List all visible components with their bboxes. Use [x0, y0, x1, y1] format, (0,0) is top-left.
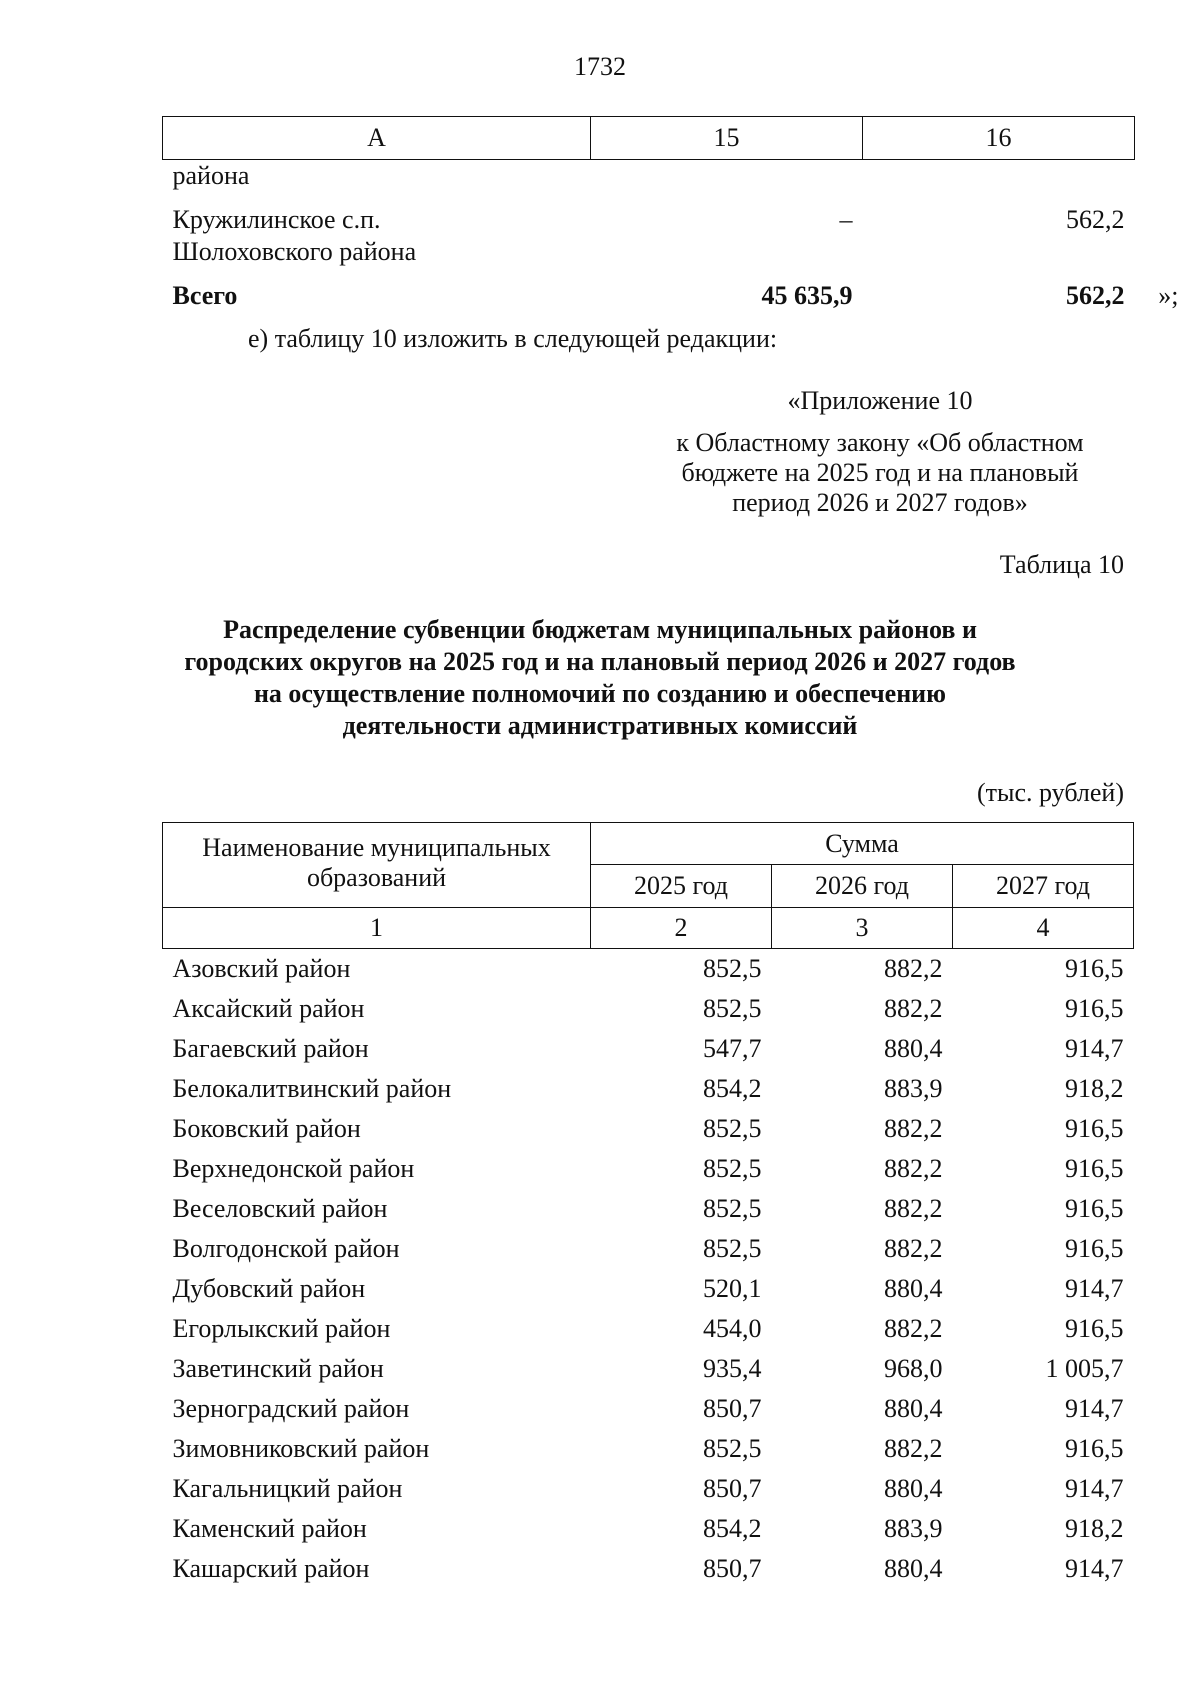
table-row: [163, 1269, 1134, 1309]
table-row: [163, 1149, 1134, 1189]
value-2025: 852,5: [703, 994, 762, 1023]
table-row: [163, 1109, 1134, 1149]
value-2026: 968,0: [884, 1354, 943, 1383]
row-name: Волгодонской район: [172, 1234, 400, 1263]
value-2027: 918,2: [1065, 1074, 1124, 1103]
value-2027: 916,5: [1065, 1114, 1124, 1143]
table-row: [163, 1349, 1134, 1389]
table-title: Распределение субвенции бюджетам муниципальных районов и городских округов на 2025 год и на плановый период 2026 и 2027 годов на осуществление полномочий по созданию и обеспечению деятельности административных комиссий: [184, 615, 1016, 740]
value-2027: 916,5: [1065, 1154, 1124, 1183]
value-2025: 852,5: [703, 954, 762, 983]
total-value-15: 45 635,9: [761, 281, 853, 310]
col-number: 4: [953, 908, 1134, 949]
value-2026: 882,2: [884, 954, 943, 983]
value-2027: 916,5: [1065, 1434, 1124, 1463]
value-2025: 935,4: [703, 1354, 762, 1383]
table-row: [163, 1469, 1134, 1509]
value-2026: 882,2: [884, 1194, 943, 1223]
value-2027: 916,5: [1065, 1314, 1124, 1343]
value-2025: 547,7: [703, 1034, 762, 1063]
value-2025: 852,5: [703, 1114, 762, 1143]
value-2026: 882,2: [884, 1434, 943, 1463]
table-row: [163, 160, 1135, 201]
header-year-2027: 2027 год: [953, 865, 1134, 908]
header-year-2025: 2025 год: [591, 865, 772, 908]
value-2025: 850,7: [703, 1394, 762, 1423]
value-2026: 880,4: [884, 1034, 943, 1063]
table-row: [163, 1189, 1134, 1229]
appendix-reference: [630, 386, 1130, 518]
page-number: 1732: [574, 52, 626, 81]
row-name-continuation: района: [172, 161, 250, 190]
value-2025: 852,5: [703, 1194, 762, 1223]
table-row: [163, 1549, 1134, 1589]
header-year-2026: 2026 год: [772, 865, 953, 908]
table-row: [163, 1229, 1134, 1269]
row-name: Кашарский район: [172, 1554, 370, 1583]
row-name: Белокалитвинский район: [172, 1074, 452, 1103]
value-2025: 854,2: [703, 1074, 762, 1103]
row-name: Кагальницкий район: [172, 1474, 403, 1503]
value-2027: 1 005,7: [1045, 1354, 1124, 1383]
row-name: Дубовский район: [172, 1274, 366, 1303]
table-row: [163, 1029, 1134, 1069]
row-name: Аксайский район: [172, 994, 365, 1023]
column-numbers-row: [163, 908, 1134, 949]
table-row: [163, 1389, 1134, 1429]
header-sum: Сумма: [591, 823, 1134, 865]
value-2027: 914,7: [1065, 1394, 1124, 1423]
appendix-line: «Приложение 10: [787, 386, 973, 415]
table-body: [163, 949, 1134, 1590]
value-2027: 916,5: [1065, 1194, 1124, 1223]
value-2027: 914,7: [1065, 1554, 1124, 1583]
value-2025: 852,5: [703, 1434, 762, 1463]
appendix-line: к Областному закону «Об областном: [676, 428, 1084, 457]
value-2026: 880,4: [884, 1274, 943, 1303]
table-row: [163, 1429, 1134, 1469]
row-value-15: –: [839, 205, 853, 234]
closing-quote: »;: [1158, 281, 1179, 310]
row-name: Боковский район: [172, 1114, 361, 1143]
row-name: Егорлыкский район: [172, 1314, 391, 1343]
value-2025: 854,2: [703, 1514, 762, 1543]
table-row: [163, 949, 1134, 990]
value-2026: 883,9: [884, 1074, 943, 1103]
appendix-line: бюджете на 2025 год и на плановый: [681, 458, 1079, 487]
row-name: Заветинский район: [172, 1354, 384, 1383]
table-row: [163, 989, 1134, 1029]
continuation-table: [162, 116, 1179, 320]
row-name: Зимовниковский район: [172, 1434, 430, 1463]
value-2025: 454,0: [703, 1314, 762, 1343]
value-2025: 520,1: [703, 1274, 762, 1303]
subvention-table: [162, 822, 1134, 1589]
value-2027: 916,5: [1065, 1234, 1124, 1263]
value-2026: 883,9: [884, 1514, 943, 1543]
table-row: [163, 1309, 1134, 1349]
continuation-table-header: [163, 117, 1135, 160]
row-name: Зерноградский район: [172, 1394, 410, 1423]
total-value-16: 562,2 »;: [1066, 281, 1179, 310]
appendix-line: период 2026 и 2027 годов»: [732, 488, 1028, 517]
table-row: [163, 200, 1135, 280]
value-2025: 850,7: [703, 1474, 762, 1503]
value-2025: 850,7: [703, 1554, 762, 1583]
row-value-16: 562,2: [1066, 205, 1125, 234]
table-row: [163, 1509, 1134, 1549]
value-2025: 852,5: [703, 1154, 762, 1183]
value-2027: 914,7: [1065, 1474, 1124, 1503]
value-2026: 882,2: [884, 994, 943, 1023]
value-2026: 882,2: [884, 1314, 943, 1343]
table-header-row: [163, 823, 1134, 865]
value-2027: 918,2: [1065, 1514, 1124, 1543]
value-2027: 916,5: [1065, 954, 1124, 983]
row-name: Верхнедонской район: [172, 1154, 415, 1183]
row-name: Азовский район: [172, 954, 351, 983]
value-2026: 882,2: [884, 1114, 943, 1143]
value-2027: 916,5: [1065, 994, 1124, 1023]
header-col-16: 16: [863, 117, 1135, 160]
row-name: Кружилинское с.п. Шолоховского района: [172, 205, 417, 266]
header-col-15: 15: [591, 117, 863, 160]
total-row: [163, 280, 1135, 320]
col-number: 3: [772, 908, 953, 949]
instruction-text: е) таблицу 10 изложить в следующей редакции:: [248, 324, 778, 353]
units-label: (тыс. рублей): [976, 778, 1124, 807]
table-row: [163, 1069, 1134, 1109]
table-label: Таблица 10: [999, 550, 1124, 579]
total-label: Всего: [172, 281, 238, 310]
value-2026: 882,2: [884, 1154, 943, 1183]
row-name: Веселовский район: [172, 1194, 388, 1223]
row-name: Каменский район: [172, 1514, 367, 1543]
value-2026: 882,2: [884, 1234, 943, 1263]
value-2027: 914,7: [1065, 1274, 1124, 1303]
value-2027: 914,7: [1065, 1034, 1124, 1063]
value-2025: 852,5: [703, 1234, 762, 1263]
header-name: Наименование муниципальных образований: [163, 823, 591, 908]
col-number: 2: [591, 908, 772, 949]
value-2026: 880,4: [884, 1554, 943, 1583]
col-number: 1: [163, 908, 591, 949]
row-name: Багаевский район: [172, 1034, 369, 1063]
value-2026: 880,4: [884, 1474, 943, 1503]
header-col-a: А: [163, 117, 591, 160]
value-2026: 880,4: [884, 1394, 943, 1423]
